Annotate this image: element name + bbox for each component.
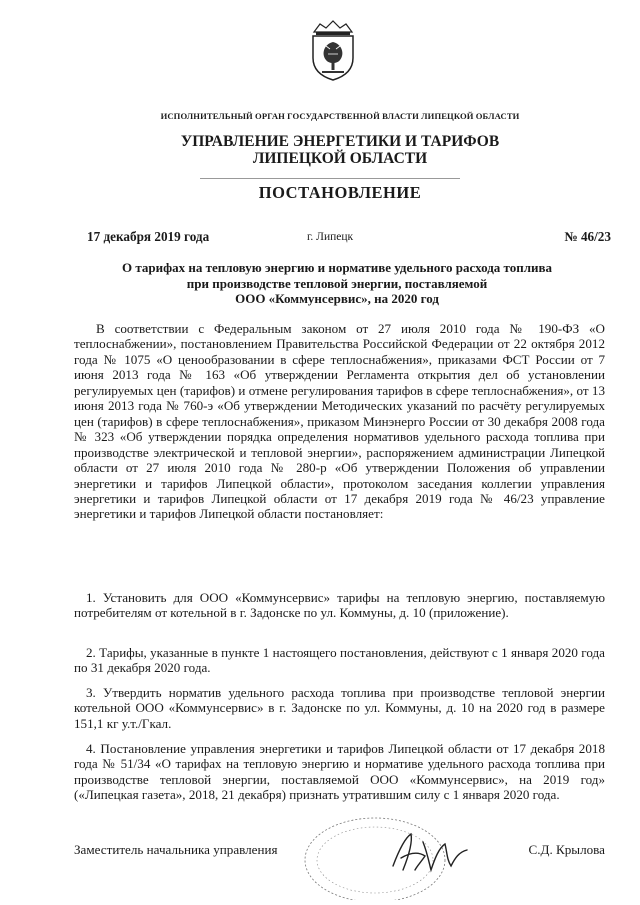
document-date: 17 декабря 2019 года: [87, 229, 210, 244]
resolution-item-4: 4. Постановление управления энергетики и тарифов Липецкой области от 17 декабря 2018 года № 51/34 «О тарифах на тепловую энергию и нормативе удельного расхода топлива при производстве тепловой энергии, поставляемой ООО «Коммунсервис», на 2019 год» («Липецкая газета», 2018, 21 декабря) признать утратившим силу с 1 января 2020 года.: [74, 741, 605, 803]
department-name-line-1: УПРАВЛЕНИЕ ЭНЕРГЕТИКИ И ТАРИФОВ: [180, 133, 500, 150]
document-number: № 46/23: [564, 229, 611, 244]
subject-line-3: ООО «Коммунсервис», на 2020 год: [235, 291, 439, 307]
header-divider: [200, 178, 460, 179]
resolution-item-3: 3. Утвердить норматив удельного расхода топлива при производстве тепловой энергии котельной ООО «Коммунсервис» в г. Задонске по ул. Коммуны, д. 10 на 2020 год в размере 151,1 кг у.т./Гкал.: [74, 685, 605, 731]
subject-line-1: О тарифах на тепловую энергию и нормативе удельного расхода топлива: [121, 260, 553, 275]
document-type: ПОСТАНОВЛЕНИЕ: [258, 183, 422, 202]
document-city: г. Липецк: [307, 231, 354, 243]
subject-line-2: при производстве тепловой энергии, поставляемой: [186, 275, 488, 291]
issuing-authority: ИСПОЛНИТЕЛЬНЫЙ ОРГАН ГОСУДАРСТВЕННОЙ ВЛАСТИ ЛИПЕЦКОЙ ОБЛАСТИ: [160, 111, 520, 121]
signatory-title: Заместитель начальника управления: [74, 842, 278, 857]
department-name: [80, 133, 600, 167]
coat-of-arms-icon: [310, 18, 356, 82]
department-name-line-2: ЛИПЕЦКОЙ ОБЛАСТИ: [252, 150, 428, 167]
signatory-name: С.Д. Крылова: [528, 842, 605, 857]
resolution-item-1: 1. Установить для ООО «Коммунсервис» тарифы на тепловую энергию, поставляемую потребителям от котельной в г. Задонске по ул. Коммуны, д. 10 (приложение).: [74, 590, 605, 621]
preamble-paragraph: В соответствии с Федеральным законом от 27 июля 2010 года № 190-ФЗ «О теплоснабжении», постановлением Правительства Российской Федерации от 22 октября 2012 года № 1075 «О ценообразовании в сфере теплоснабжения», приказами ФСТ России от 7 июня 2013 года № 163 «Об утверждении Регламента открытия дел об установлении регулируемых цен (тарифов) и отмене регулирования тарифов в сфере теплоснабжения», от 13 июня 2013 года № 760-э «Об утверждении Методических указаний по расчёту регулируемых цен (тарифов) в сфере теплоснабжения», приказом Минэнерго России от 30 декабря 2008 года № 323 «Об утверждении порядка определения нормативов удельного расхода топлива при производстве электрической и тепловой энергии», распоряжением администрации Липецкой области от 27 июля 2010 года № 280-р «Об утверждении Положения об управлении энергетики и тарифов Липецкой области», протоколом заседания коллегии управления энергетики и тарифов Липецкой области от 17 декабря 2019 года № 46/23 управление энергетики и тарифов Липецкой области постановляет:: [74, 321, 605, 522]
document-subject: [60, 260, 614, 307]
handwritten-signature-icon: [385, 822, 475, 882]
resolution-item-2: 2. Тарифы, указанные в пункте 1 настоящего постановления, действуют с 1 января 2020 года по 31 декабря 2020 года.: [74, 645, 605, 676]
